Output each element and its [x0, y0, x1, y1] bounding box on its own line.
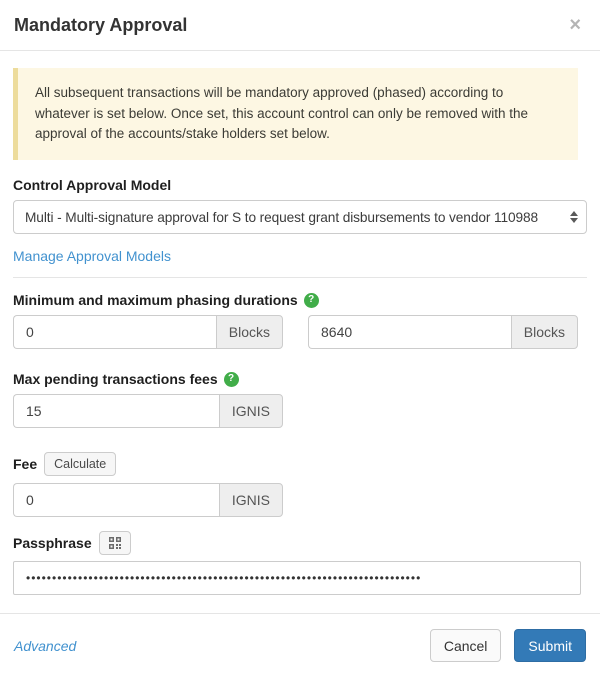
- fee-input[interactable]: [13, 483, 219, 517]
- approval-model-select[interactable]: [13, 200, 587, 234]
- close-icon[interactable]: ×: [565, 15, 585, 35]
- page-title: Mandatory Approval: [14, 15, 188, 35]
- max-fees-input-row: [13, 394, 587, 428]
- fee-label-row: [13, 452, 587, 476]
- help-icon[interactable]: ?: [304, 293, 319, 308]
- min-duration-unit: Blocks: [216, 315, 283, 349]
- max-duration-unit: Blocks: [511, 315, 578, 349]
- footer-buttons: [430, 629, 586, 662]
- passphrase-label-row: [13, 531, 587, 555]
- fee-group: [13, 483, 283, 517]
- max-fees-label-row: [13, 371, 587, 387]
- fee-unit: IGNIS: [219, 483, 283, 517]
- calculate-fee-button[interactable]: Calculate: [44, 452, 116, 476]
- min-duration-input[interactable]: [13, 315, 216, 349]
- qr-code-scan-button[interactable]: [99, 531, 131, 555]
- modal-body: [0, 51, 600, 596]
- qr-code-icon: [109, 537, 121, 549]
- max-duration-input[interactable]: [308, 315, 511, 349]
- phasing-inputs-row: [13, 315, 578, 349]
- max-fees-input[interactable]: [13, 394, 219, 428]
- section-divider: [13, 277, 587, 278]
- max-fees-label: Max pending transactions fees: [13, 371, 218, 388]
- max-duration-group: [308, 315, 578, 349]
- approval-model-label: Control Approval Model: [13, 177, 172, 194]
- max-fees-unit: IGNIS: [219, 394, 283, 428]
- passphrase-label: Passphrase: [13, 535, 92, 552]
- help-icon[interactable]: ?: [224, 372, 239, 387]
- advanced-link[interactable]: Advanced: [14, 637, 77, 654]
- select-stepper-icon: [570, 211, 578, 223]
- cancel-button[interactable]: Cancel: [430, 629, 502, 662]
- submit-button[interactable]: Submit: [514, 629, 586, 662]
- warning-callout: All subsequent transactions will be mandatory approved (phased) according to whatever is set below. Once set, this account control can only be removed with the approval of the accounts/stake holders set below.: [13, 68, 578, 161]
- manage-approval-models-link[interactable]: Manage Approval Models: [13, 248, 171, 265]
- fee-label: Fee: [13, 456, 38, 473]
- phasing-durations-label-row: [13, 292, 587, 308]
- modal-header: [0, 0, 600, 51]
- max-fees-group: [13, 394, 283, 428]
- approval-model-selected-value: Multi - Multi-signature approval for S to request grant disbursements to vendor 110988: [25, 209, 539, 225]
- modal-footer: [0, 613, 600, 686]
- approval-model-section: [13, 177, 587, 264]
- min-duration-group: [13, 315, 283, 349]
- phasing-durations-label: Minimum and maximum phasing durations: [13, 292, 298, 309]
- fee-input-row: [13, 483, 587, 517]
- passphrase-input[interactable]: [13, 561, 581, 595]
